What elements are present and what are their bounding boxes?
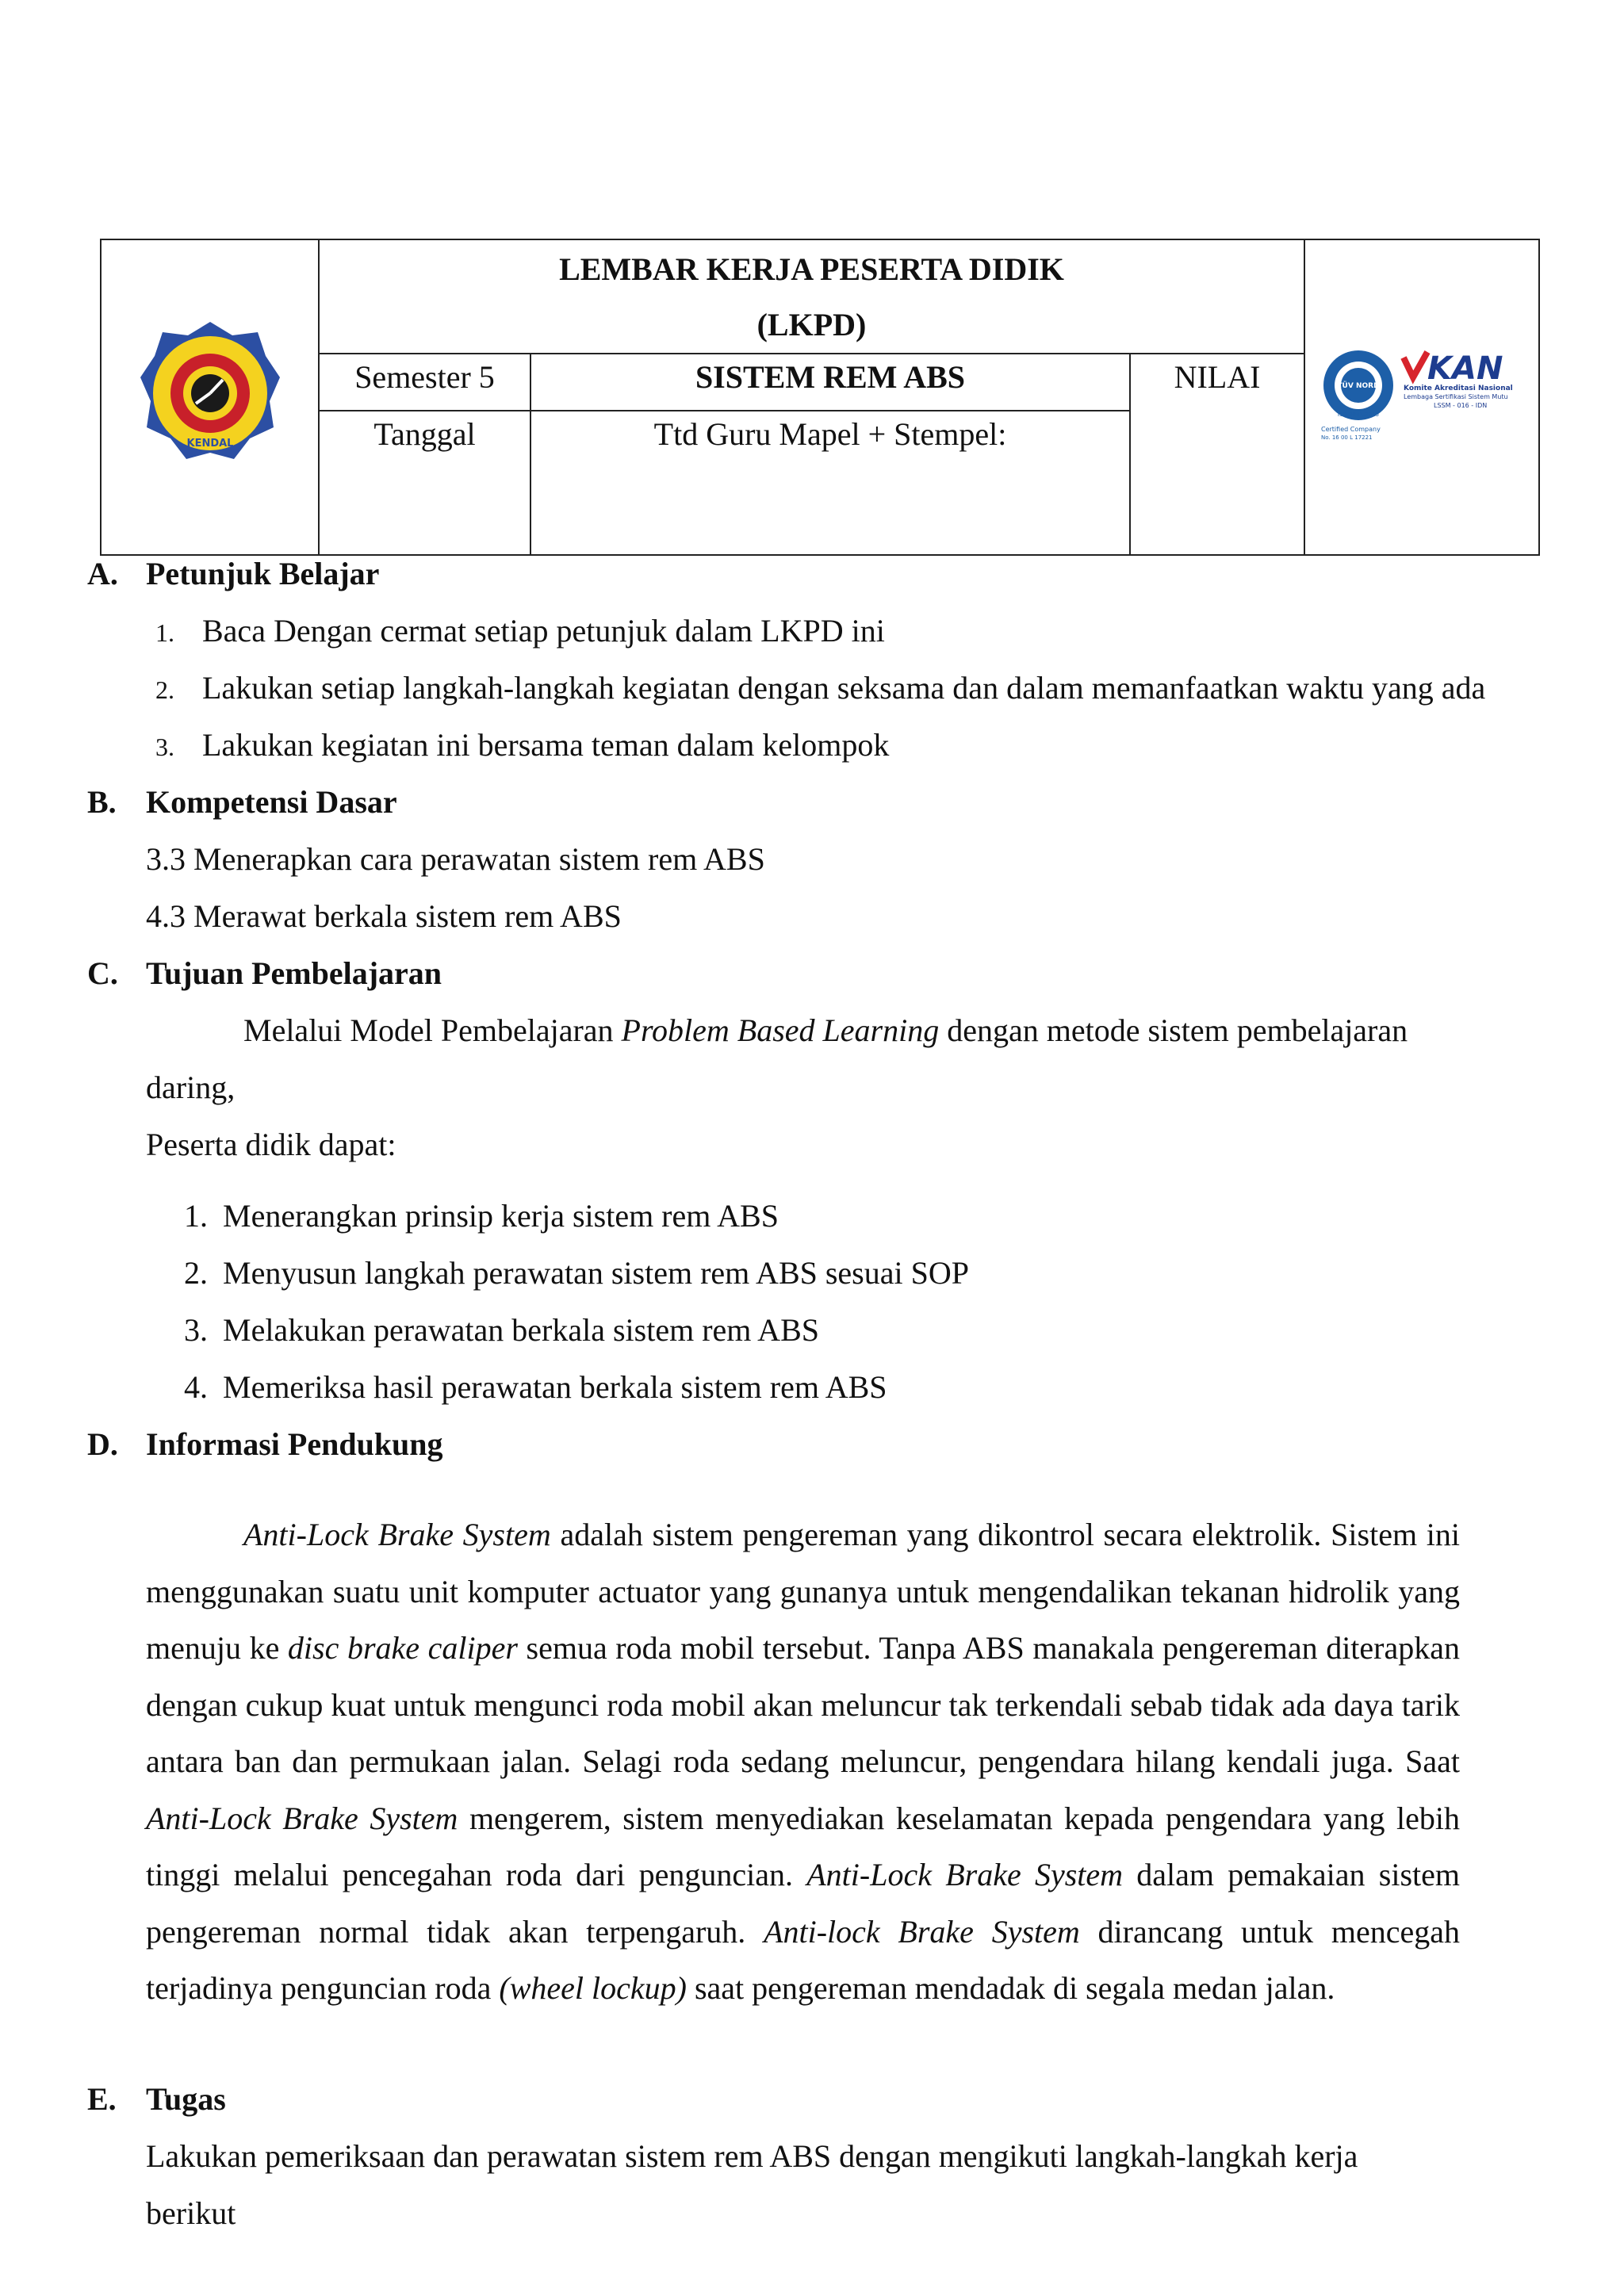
section-d-letter: D. xyxy=(87,1426,118,1462)
c-item-3: Melakukan perawatan berkala sistem rem ABS xyxy=(223,1312,819,1348)
section-a-title: Petunjuk Belajar xyxy=(146,556,380,591)
svg-text:ISO 9001:2015: ISO 9001:2015 xyxy=(1337,411,1380,418)
section-a-letter: A. xyxy=(87,556,118,591)
section-b-letter: B. xyxy=(87,784,117,820)
d-paragraph: Anti-Lock Brake System adalah sistem pengereman yang dikontrol secara elektrolik. Sistem ini menggunakan suatu unit komputer actuator yang gunanya untuk mengendalikan tekanan hidrolik yang menuju ke disc brake caliper semua roda mobil tersebut. Tanpa ABS manakala pengereman diterapkan dengan cukup kuat untuk mengunci roda mobil akan meluncur tak terkendali sebab tidak ada daya tarik antara ban dan permukaan jalan. Selagi roda sedang meluncur, pengendara hilang kendali juga. Saat Anti-Lock Brake System mengerem, sistem menyediakan keselamatan kepada pengendara yang lebih tinggi melalui pencegahan roda dari penguncian. Anti-Lock Brake System dalam pemakaian sistem pengereman normal tidak akan terpengaruh. Anti-lock Brake System dirancang untuk mencegah terjadinya penguncian roda (wheel lockup) saat pengereman mendadak di segala medan jalan. xyxy=(146,1517,1461,2006)
section-c-letter: C. xyxy=(87,955,118,991)
cert-logo-cell xyxy=(1304,239,1539,555)
signature-cell: Ttd Guru Mapel + Stempel: xyxy=(530,411,1130,555)
tanggal-cell: Tanggal xyxy=(319,411,530,555)
section-b-title: Kompetensi Dasar xyxy=(146,784,397,820)
doc-subtitle: (LKPD) xyxy=(756,307,867,342)
c-item-1-num: 1. xyxy=(184,1198,208,1234)
section-c-title: Tujuan Pembelajaran xyxy=(146,955,442,991)
section-e-title: Tugas xyxy=(146,2081,226,2117)
c-item-2: Menyusun langkah perawatan sistem rem ABS sesuai SOP xyxy=(223,1255,969,1291)
school-logo xyxy=(139,318,282,469)
a-item-1-num: 1. xyxy=(155,618,174,647)
b-item-1: 3.3 Menerapkan cara perawatan sistem rem ABS xyxy=(146,841,765,877)
svg-text:TÜV NORD: TÜV NORD xyxy=(1337,382,1380,390)
svg-text:LSSM - 016 - IDN: LSSM - 016 - IDN xyxy=(1434,402,1488,409)
certification-logo xyxy=(1315,338,1529,449)
svg-text:Komite Akreditasi Nasional: Komite Akreditasi Nasional xyxy=(1404,385,1513,392)
a-item-2: Lakukan setiap langkah-langkah kegiatan dengan seksama dan dalam memanfaatkan waktu yang ada xyxy=(202,670,1486,706)
svg-text:No. 16 00 L 17221: No. 16 00 L 17221 xyxy=(1321,434,1373,441)
e-line-2: berikut xyxy=(146,2195,236,2231)
subject-cell: SISTEM REM ABS xyxy=(530,354,1130,411)
section-e-letter: E. xyxy=(87,2081,117,2117)
c-item-4: Memeriksa hasil perawatan berkala sistem rem ABS xyxy=(223,1369,887,1405)
doc-title: LEMBAR KERJA PESERTA DIDIK xyxy=(559,251,1064,287)
a-item-2-num: 2. xyxy=(155,675,174,704)
svg-text:Lembaga Sertifikasi Sistem Mut: Lembaga Sertifikasi Sistem Mutu xyxy=(1404,393,1508,400)
nilai-cell: NILAI xyxy=(1130,354,1304,555)
svg-text:KENDAL: KENDAL xyxy=(186,438,233,450)
header-table xyxy=(100,239,1538,556)
title-cell xyxy=(319,239,1304,354)
section-d-title: Informasi Pendukung xyxy=(146,1426,443,1462)
a-item-3: Lakukan kegiatan ini bersama teman dalam kelompok xyxy=(202,727,890,763)
c-item-4-num: 4. xyxy=(184,1369,208,1405)
svg-text:KAN: KAN xyxy=(1427,350,1503,387)
c-lead: Peserta didik dapat: xyxy=(146,1127,396,1162)
c-item-3-num: 3. xyxy=(184,1312,208,1348)
a-item-1: Baca Dengan cermat setiap petunjuk dalam LKPD ini xyxy=(202,613,885,649)
svg-text:Certified Company: Certified Company xyxy=(1321,426,1381,433)
school-logo-cell xyxy=(101,239,319,555)
c-item-1: Menerangkan prinsip kerja sistem rem ABS xyxy=(223,1198,779,1234)
semester-cell: Semester 5 xyxy=(319,354,530,411)
c-item-2-num: 2. xyxy=(184,1255,208,1291)
c-intro-cont: daring, xyxy=(146,1070,236,1105)
e-line-1: Lakukan pemeriksaan dan perawatan sistem rem ABS dengan mengikuti langkah-langkah kerja xyxy=(146,2138,1358,2174)
b-item-2: 4.3 Merawat berkala sistem rem ABS xyxy=(146,898,622,934)
a-item-3-num: 3. xyxy=(155,733,174,761)
c-intro: Melalui Model Pembelajaran Problem Based Learning dengan metode sistem pembelajaran xyxy=(243,1012,1408,1048)
